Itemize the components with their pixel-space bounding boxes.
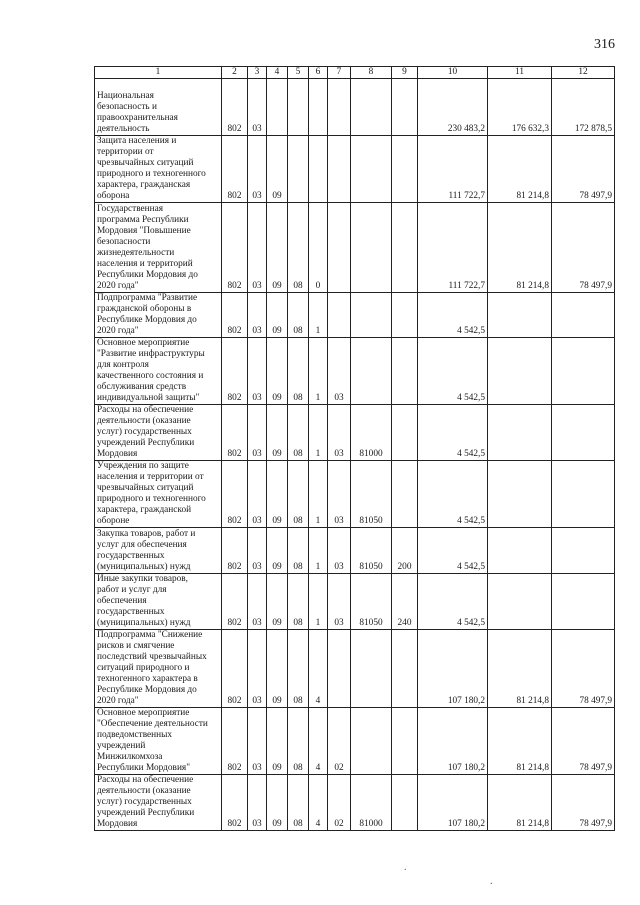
table-row (95, 136, 615, 203)
row-name: Основное мероприятие "Развитие инфраструктуры для контроля качественного состояния и обслуживания средств индивидуальной защиты" (95, 338, 222, 405)
amount-cell (552, 338, 615, 405)
row-name: Иные закупки товаров, работ и услуг для обеспечения государственных (муниципальных) нужд (95, 574, 222, 630)
amount-cell (488, 338, 552, 405)
amount-cell: 176 632,3 (488, 79, 552, 136)
code-cell: 802 (222, 574, 248, 630)
code-cell: 03 (328, 528, 351, 574)
code-cell (351, 293, 392, 338)
amount-cell: 81 214,8 (488, 775, 552, 831)
amount-cell (552, 405, 615, 461)
amount-cell (488, 293, 552, 338)
amount-cell: 4 542,5 (418, 338, 488, 405)
amount-cell (552, 293, 615, 338)
row-name: Расходы на обеспечение деятельности (оказание услуг) государственных учреждений Республики Мордовия (95, 775, 222, 831)
code-cell (351, 203, 392, 293)
code-cell (351, 338, 392, 405)
code-cell: 09 (267, 574, 288, 630)
code-cell (392, 203, 418, 293)
code-cell: 03 (248, 136, 267, 203)
code-cell (392, 461, 418, 528)
table-row (95, 293, 615, 338)
code-cell: 81050 (351, 574, 392, 630)
column-header: 11 (488, 67, 552, 79)
column-header: 2 (222, 67, 248, 79)
code-cell (328, 79, 351, 136)
amount-cell: 78 497,9 (552, 136, 615, 203)
code-cell (328, 293, 351, 338)
column-header: 3 (248, 67, 267, 79)
amount-cell: 81 214,8 (488, 203, 552, 293)
code-cell: 1 (309, 293, 328, 338)
code-cell: 09 (267, 136, 288, 203)
amount-cell: 107 180,2 (418, 775, 488, 831)
amount-cell: 78 497,9 (552, 775, 615, 831)
row-name: Закупка товаров, работ и услуг для обеспечения государственных (муниципальных) нужд (95, 528, 222, 574)
code-cell: 03 (248, 630, 267, 708)
table-row (95, 528, 615, 574)
amount-cell (488, 528, 552, 574)
code-cell (392, 630, 418, 708)
code-cell (288, 136, 309, 203)
code-cell: 03 (248, 79, 267, 136)
code-cell (351, 79, 392, 136)
amount-cell: 78 497,9 (552, 708, 615, 775)
code-cell: 08 (288, 630, 309, 708)
row-name: Подпрограмма "Развитие гражданской обороны в Республике Мордовия до 2020 года" (95, 293, 222, 338)
code-cell: 08 (288, 775, 309, 831)
code-cell: 09 (267, 461, 288, 528)
code-cell: 08 (288, 528, 309, 574)
code-cell: 1 (309, 405, 328, 461)
column-header: 10 (418, 67, 488, 79)
column-header: 4 (267, 67, 288, 79)
column-header: 7 (328, 67, 351, 79)
code-cell (392, 775, 418, 831)
table-row (95, 461, 615, 528)
code-cell (288, 79, 309, 136)
code-cell: 1 (309, 338, 328, 405)
page-number: 316 (594, 37, 615, 52)
amount-cell: 107 180,2 (418, 630, 488, 708)
code-cell (392, 293, 418, 338)
table-row (95, 708, 615, 775)
code-cell: 03 (328, 574, 351, 630)
scan-mark: . (404, 862, 407, 873)
row-name: Государственная программа Республики Мордовия "Повышение безопасности жизнедеятельности населения и территорий Республики Мордовия до 2020 года" (95, 203, 222, 293)
code-cell: 802 (222, 293, 248, 338)
amount-cell: 4 542,5 (418, 293, 488, 338)
code-cell: 802 (222, 775, 248, 831)
code-cell: 240 (392, 574, 418, 630)
table-row (95, 203, 615, 293)
code-cell: 03 (328, 405, 351, 461)
row-name: Основное мероприятие "Обеспечение деятельности подведомственных учреждений Минжилкомхоза Республики Мордовия" (95, 708, 222, 775)
code-cell (328, 136, 351, 203)
code-cell: 81050 (351, 461, 392, 528)
header-row (95, 67, 615, 79)
code-cell (267, 79, 288, 136)
row-name: Подпрограмма "Снижение рисков и смягчение последствий чрезвычайных ситуаций природного и техногенного характера в Республике Мордовия до 2020 года" (95, 630, 222, 708)
code-cell (309, 136, 328, 203)
amount-cell: 4 542,5 (418, 574, 488, 630)
code-cell (392, 79, 418, 136)
amount-cell: 111 722,7 (418, 136, 488, 203)
code-cell (392, 708, 418, 775)
row-name: Учреждения по защите населения и территории от чрезвычайных ситуаций природного и техногенного характера, гражданской обороне (95, 461, 222, 528)
amount-cell (488, 461, 552, 528)
amount-cell: 4 542,5 (418, 405, 488, 461)
code-cell: 802 (222, 528, 248, 574)
code-cell: 4 (309, 708, 328, 775)
code-cell: 08 (288, 203, 309, 293)
row-name: Расходы на обеспечение деятельности (оказание услуг) государственных учреждений Республики Мордовия (95, 405, 222, 461)
code-cell: 08 (288, 293, 309, 338)
code-cell: 81050 (351, 528, 392, 574)
scan-mark: . (490, 876, 493, 887)
code-cell: 81000 (351, 405, 392, 461)
code-cell: 802 (222, 79, 248, 136)
column-header: 12 (552, 67, 615, 79)
amount-cell: 4 542,5 (418, 461, 488, 528)
code-cell: 09 (267, 775, 288, 831)
code-cell (328, 630, 351, 708)
amount-cell (552, 574, 615, 630)
code-cell: 03 (248, 574, 267, 630)
amount-cell: 111 722,7 (418, 203, 488, 293)
code-cell: 200 (392, 528, 418, 574)
column-header: 9 (392, 67, 418, 79)
code-cell: 09 (267, 630, 288, 708)
code-cell: 03 (248, 338, 267, 405)
table-row (95, 79, 615, 136)
code-cell: 802 (222, 203, 248, 293)
code-cell: 4 (309, 775, 328, 831)
code-cell: 1 (309, 461, 328, 528)
code-cell: 08 (288, 338, 309, 405)
amount-cell: 81 214,8 (488, 630, 552, 708)
table-row (95, 775, 615, 831)
code-cell: 03 (248, 405, 267, 461)
code-cell: 08 (288, 708, 309, 775)
code-cell (392, 338, 418, 405)
code-cell: 03 (248, 293, 267, 338)
code-cell (351, 708, 392, 775)
code-cell: 802 (222, 338, 248, 405)
amount-cell (488, 405, 552, 461)
code-cell: 08 (288, 574, 309, 630)
row-name: Защита населения и территории от чрезвычайных ситуаций природного и техногенного характера, гражданская оборона (95, 136, 222, 203)
code-cell: 802 (222, 461, 248, 528)
column-header: 1 (95, 67, 222, 79)
code-cell: 802 (222, 630, 248, 708)
code-cell: 03 (328, 461, 351, 528)
code-cell: 09 (267, 338, 288, 405)
code-cell (351, 136, 392, 203)
column-header: 6 (309, 67, 328, 79)
code-cell: 09 (267, 293, 288, 338)
amount-cell (552, 528, 615, 574)
amount-cell (552, 461, 615, 528)
code-cell: 08 (288, 461, 309, 528)
code-cell: 81000 (351, 775, 392, 831)
table-row (95, 338, 615, 405)
code-cell: 03 (248, 775, 267, 831)
code-cell: 03 (248, 461, 267, 528)
table-row (95, 574, 615, 630)
row-name: Национальная безопасность и правоохранительная деятельность (95, 79, 222, 136)
amount-cell (488, 574, 552, 630)
code-cell: 03 (328, 338, 351, 405)
amount-cell: 81 214,8 (488, 708, 552, 775)
code-cell (392, 405, 418, 461)
code-cell: 1 (309, 528, 328, 574)
code-cell: 802 (222, 136, 248, 203)
amount-cell: 81 214,8 (488, 136, 552, 203)
code-cell: 03 (248, 708, 267, 775)
code-cell: 02 (328, 708, 351, 775)
code-cell: 09 (267, 203, 288, 293)
budget-table (94, 66, 615, 831)
code-cell (328, 203, 351, 293)
table-row (95, 405, 615, 461)
code-cell: 09 (267, 405, 288, 461)
code-cell: 02 (328, 775, 351, 831)
code-cell: 802 (222, 708, 248, 775)
amount-cell: 172 878,5 (552, 79, 615, 136)
code-cell: 03 (248, 528, 267, 574)
column-header: 5 (288, 67, 309, 79)
code-cell: 1 (309, 574, 328, 630)
amount-cell: 4 542,5 (418, 528, 488, 574)
code-cell: 802 (222, 405, 248, 461)
amount-cell: 78 497,9 (552, 630, 615, 708)
code-cell: 08 (288, 405, 309, 461)
column-header: 8 (351, 67, 392, 79)
code-cell: 09 (267, 708, 288, 775)
amount-cell: 107 180,2 (418, 708, 488, 775)
code-cell: 09 (267, 528, 288, 574)
code-cell (309, 79, 328, 136)
code-cell (351, 630, 392, 708)
amount-cell: 78 497,9 (552, 203, 615, 293)
code-cell: 03 (248, 203, 267, 293)
table-row (95, 630, 615, 708)
amount-cell: 230 483,2 (418, 79, 488, 136)
code-cell (392, 136, 418, 203)
code-cell: 4 (309, 630, 328, 708)
code-cell: 0 (309, 203, 328, 293)
